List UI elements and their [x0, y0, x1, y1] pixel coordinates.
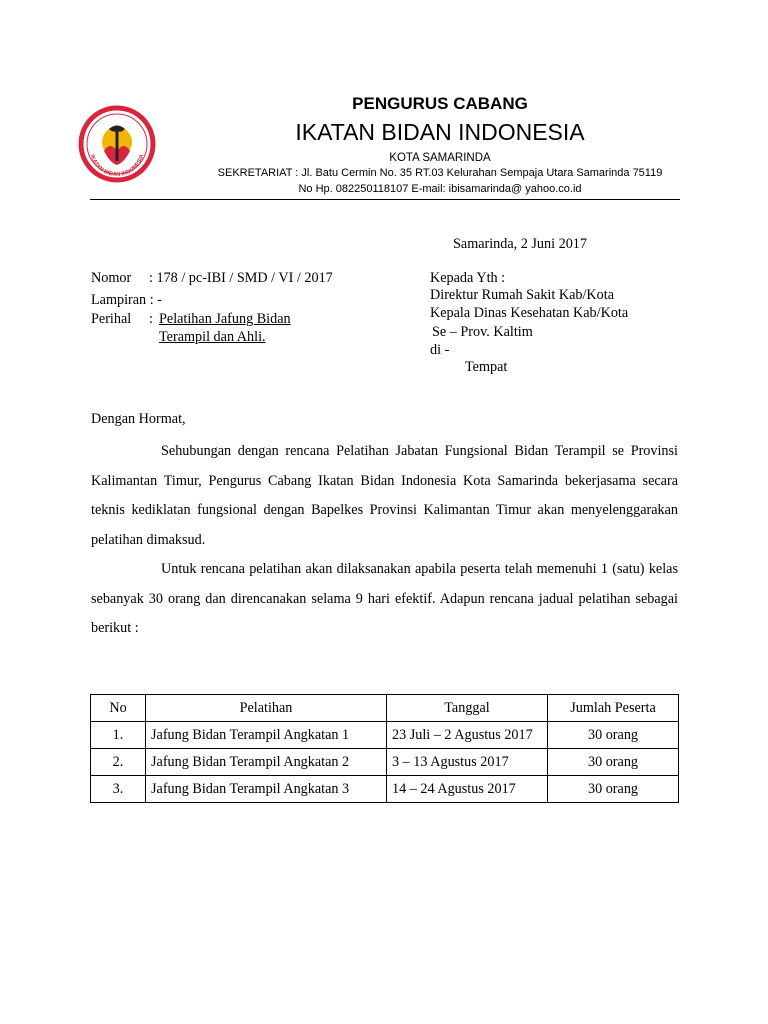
letter-date: Samarinda, 2 Juni 2017: [453, 236, 587, 252]
cell-pelatihan: Jafung Bidan Terampil Angkatan 1: [146, 722, 387, 749]
recipient-line-director: Direktur Rumah Sakit Kab/Kota: [430, 287, 615, 303]
salutation: Dengan Hormat,: [91, 411, 186, 427]
table-row: [91, 749, 679, 776]
perihal-colon: :: [149, 311, 153, 327]
org-contact: No Hp. 082250118107 E-mail: ibisamarinda@ yahoo.co.id: [298, 183, 582, 195]
header-tanggal: Tanggal: [387, 695, 548, 722]
cell-pelatihan: Jafung Bidan Terampil Angkatan 3: [146, 776, 387, 803]
cell-jumlah: 30 orang: [548, 722, 679, 749]
cell-jumlah: 30 orang: [548, 776, 679, 803]
org-level-title: PENGURUS CABANG: [352, 94, 528, 113]
recipient-line-province: Se – Prov. Kaltim: [432, 324, 533, 340]
cell-tanggal: 23 Juli – 2 Agustus 2017: [387, 722, 548, 749]
table-row: [91, 722, 679, 749]
cell-pelatihan: Jafung Bidan Terampil Angkatan 2: [146, 749, 387, 776]
cell-no: 2.: [91, 749, 146, 776]
body-paragraph-2: Untuk rencana pelatihan akan dilaksanakan apabila peserta telah memenuhi 1 (satu) kelas sebanyak 30 orang dan direncanakan selama 9 hari efektif. Adapun rencana jadual pelatihan sebagai berikut :: [91, 561, 678, 636]
header-no: No: [91, 695, 146, 722]
logo-ring-text: IKATAN BIDAN INDONESIA: [88, 153, 146, 179]
lampiran-line: Lampiran : -: [91, 292, 162, 308]
recipient-line-health-office: Kepala Dinas Kesehatan Kab/Kota: [430, 305, 629, 321]
letterhead-divider: [90, 199, 680, 200]
cell-no: 3.: [91, 776, 146, 803]
table-row: [91, 776, 679, 803]
ibi-logo: [78, 105, 156, 183]
cell-tanggal: 14 – 24 Agustus 2017: [387, 776, 548, 803]
perihal-value-line2: Terampil dan Ahli.: [159, 329, 266, 345]
cell-jumlah: 30 orang: [548, 749, 679, 776]
cell-tanggal: 3 – 13 Agustus 2017: [387, 749, 548, 776]
cell-no: 1.: [91, 722, 146, 749]
nomor-label: Nomor: [91, 270, 132, 286]
org-name: IKATAN BIDAN INDONESIA: [295, 119, 585, 145]
recipient-greeting: Kepada Yth :: [430, 270, 506, 286]
org-city: KOTA SAMARINDA: [389, 152, 491, 164]
recipient-line-place: Tempat: [465, 359, 508, 375]
header-pelatihan: Pelatihan: [146, 695, 387, 722]
table-header-row: [91, 695, 679, 722]
body-paragraph-1: Sehubungan dengan rencana Pelatihan Jabatan Fungsional Bidan Terampil se Provinsi Kalimantan Timur, Pengurus Cabang Ikatan Bidan Indonesia Kota Samarinda bekerjasama secara teknis kediklatan fungsional dengan Bapelkes Provinsi Kalimantan Timur akan menyelenggarakan pelatihan dimaksud.: [91, 443, 678, 548]
perihal-label: Perihal: [91, 311, 132, 327]
org-address: SEKRETARIAT : Jl. Batu Cermin No. 35 RT.03 Kelurahan Sempaja Utara Samarinda 75119: [217, 167, 663, 179]
perihal-value-line1: Pelatihan Jafung Bidan: [159, 311, 291, 327]
training-schedule-table: [90, 694, 679, 803]
recipient-line-di: di -: [430, 342, 450, 358]
nomor-value: : 178 / pc-IBI / SMD / VI / 2017: [149, 270, 333, 286]
header-jumlah-peserta: Jumlah Peserta: [548, 695, 679, 722]
